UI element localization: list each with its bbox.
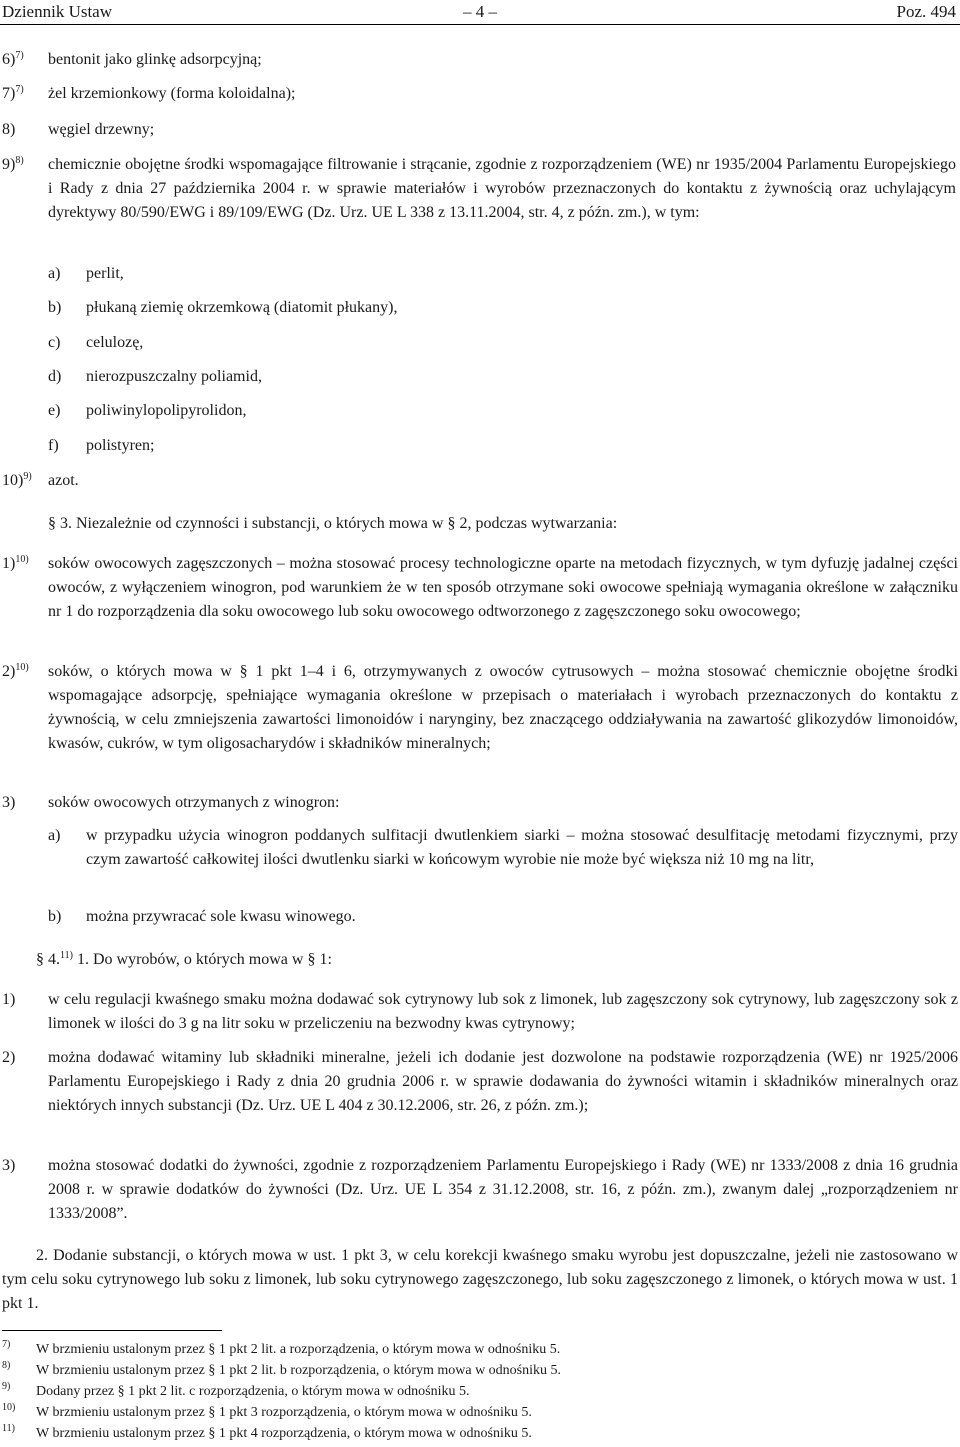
sub-item-letter: f) bbox=[48, 437, 59, 454]
sub-item-letter: b) bbox=[48, 908, 62, 925]
sub-item-text: polistyren; bbox=[86, 437, 155, 454]
sub-item-text: celulozę, bbox=[86, 334, 144, 351]
section-4-paragraph-2: 2. Dodanie substancji, o których mowa w ust. 1 pkt 3, w celu korekcji kwaśnego smaku wyrobu jest dopuszczalne, jeżeli nie zastosowano w tym celu soku cytrynowego lub soku z limonek, lub soku cytrynowego zagęszczonego, lub soku zagęszczonego z limonek, o których mowa w ust. 1 pkt 1. bbox=[2, 1247, 958, 1312]
item-number: 1)$^{10)}$ bbox=[2, 554, 29, 572]
section-3-intro: § 3. Niezależnie od czynności i substancji, o których mowa w § 2, podczas wytwarzania: bbox=[48, 515, 618, 532]
item-text: soków owocowych otrzymanych z winogron: bbox=[48, 794, 340, 811]
sub-item-text: płukaną ziemię okrzemkową (diatomit płukany), bbox=[86, 299, 398, 316]
item-number: 3) bbox=[2, 1157, 16, 1174]
footnote-separator bbox=[2, 1330, 222, 1331]
item-number: 7)$^{7)}$ bbox=[2, 84, 24, 102]
section-4-intro: § 4.$^{11)}$ 1. Do wyrobów, o których mowa w § 1: bbox=[36, 950, 332, 968]
sub-item-text: można przywracać sole kwasu winowego. bbox=[86, 908, 356, 925]
item-number: 8) bbox=[2, 121, 16, 138]
sub-item-text: poliwinylopolipyrolidon, bbox=[86, 402, 247, 419]
item-number: 9)$^{8)}$ bbox=[2, 155, 24, 173]
footnote-text: W brzmieniu ustalonym przez § 1 pkt 2 lit. b rozporządzenia, o którym mowa w odnośniku 5. bbox=[36, 1363, 562, 1378]
page-number: – 4 – bbox=[463, 2, 497, 21]
item-text: azot. bbox=[48, 472, 79, 489]
footnote-text: Dodany przez § 1 pkt 2 lit. c rozporządzenia, o którym mowa w odnośniku 5. bbox=[36, 1384, 470, 1399]
footnote-text: W brzmieniu ustalonym przez § 1 pkt 3 rozporządzenia, o którym mowa w odnośniku 5. bbox=[36, 1405, 532, 1420]
page-header bbox=[0, 0, 960, 25]
footnote-number: 9) bbox=[2, 1381, 11, 1392]
item-number: 2)$^{10)}$ bbox=[2, 662, 29, 680]
footnote-text: W brzmieniu ustalonym przez § 1 pkt 2 lit. a rozporządzenia, o którym mowa w odnośniku 5. bbox=[36, 1342, 561, 1357]
item-number: 1) bbox=[2, 991, 16, 1008]
item-text: bentonit jako glinkę adsorpcyjną; bbox=[48, 51, 262, 68]
sub-item-letter: e) bbox=[48, 402, 61, 419]
sub-item-letter: a) bbox=[48, 827, 61, 844]
item-text: w celu regulacji kwaśnego smaku można dodawać sok cytrynowy lub sok z limonek, lub zagęszczony sok cytrynowy, lub zagęszczony sok z limonek w ilości do 3 g na litr soku w przeliczeniu na bezwodny kwas cytrynowy; bbox=[48, 991, 958, 1032]
sub-item-text: perlit, bbox=[86, 265, 124, 282]
sub-item-text: nierozpuszczalny poliamid, bbox=[86, 368, 262, 385]
sub-item-letter: c) bbox=[48, 334, 61, 351]
footnote-number: 10) bbox=[2, 1402, 16, 1413]
sub-item-letter: a) bbox=[48, 265, 61, 282]
item-text: soków, o których mowa w § 1 pkt 1–4 i 6, otrzymywanych z owoców cytrusowych – można stosować chemicznie obojętne środki wspomagające adsorpcję, spełniające wymagania określone w przepisach o materiałach i wyrobach przeznaczonych do kontaktu z żywnością, w celu zmniejszenia zawartości limonoidów i narynginy, bez znaczącego oddziaływania na zawartość glikozydów limonoidów, kwasów, cukrów, w tym oligosacharydów i składników mineralnych; bbox=[48, 663, 958, 752]
item-text: można dodawać witaminy lub składniki mineralne, jeżeli ich dodanie jest dozwolone na podstawie rozporządzenia (WE) nr 1925/2006 Parlamentu Europejskiego i Rady z dnia 20 grudnia 2006 r. w sprawie dodawania do żywności witamin i składników mineralnych oraz niektórych innych substancji (Dz. Urz. UE L 404 z 30.12.2006, str. 26, z późn. zm.); bbox=[48, 1049, 958, 1114]
item-text: węgiel drzewny; bbox=[48, 121, 155, 138]
sub-item-letter: b) bbox=[48, 299, 62, 316]
item-number: 6)$^{7)}$ bbox=[2, 50, 24, 68]
item-text: soków owocowych zagęszczonych – można stosować procesy technologiczne oparte na metodach fizycznych, w tym dyfuzję jadalnej części owoców, z wyłączeniem winogron, pod warunkiem że w ten sposób otrzymane soki owocowe spełniają wymagania określone w załączniku nr 1 do rozporządzenia dla soku owocowego lub soku owocowego odtworzonego z zagęszczonego soku owocowego; bbox=[48, 555, 958, 620]
footnote-number: 11) bbox=[2, 1423, 15, 1434]
footnote-number: 7) bbox=[2, 1339, 11, 1350]
item-number: 3) bbox=[2, 794, 16, 811]
footnote-text: W brzmieniu ustalonym przez § 1 pkt 4 rozporządzenia, o którym mowa w odnośniku 5. bbox=[36, 1426, 532, 1441]
sub-item-letter: d) bbox=[48, 368, 62, 385]
item-text: można stosować dodatki do żywności, zgodnie z rozporządzeniem Parlamentu Europejskiego i Rady (WE) nr 1333/2008 z dnia 16 grudnia 2008 r. w sprawie dodatków do żywności (Dz. Urz. UE L 354 z 31.12.2008, str. 16, z późn. zm.), zwanym dalej „rozporządzeniem nr 1333/2008”. bbox=[48, 1157, 958, 1222]
item-text: żel krzemionkowy (forma koloidalna); bbox=[48, 85, 296, 102]
sub-item-text: w przypadku użycia winogron poddanych sulfitacji dwutlenkiem siarki – można stosować desulfitację metodami fizycznymi, przy czym zawartość całkowitej ilości dwutlenku siarki w końcowym wyrobie nie może być większa niż 10 mg na litr, bbox=[86, 827, 958, 868]
item-text: chemicznie obojętne środki wspomagające filtrowanie i strącanie, zgodnie z rozporządzeniem (WE) nr 1935/2004 Parlamentu Europejskiego i Rady z dnia 27 października 2004 r. w sprawie materiałów i wyrobów przeznaczonych do kontaktu z żywnością oraz uchylającym dyrektywy 80/590/EWG i 89/109/EWG (Dz. Urz. UE L 338 z 13.11.2004, str. 4, z późn. zm.), w tym: bbox=[48, 156, 956, 221]
footnote-number: 8) bbox=[2, 1360, 11, 1371]
journal-name: Dziennik Ustaw bbox=[2, 2, 113, 21]
item-number: 10)$^{9)}$ bbox=[2, 471, 32, 489]
item-number: 2) bbox=[2, 1049, 16, 1066]
position-number: Poz. 494 bbox=[896, 2, 956, 21]
